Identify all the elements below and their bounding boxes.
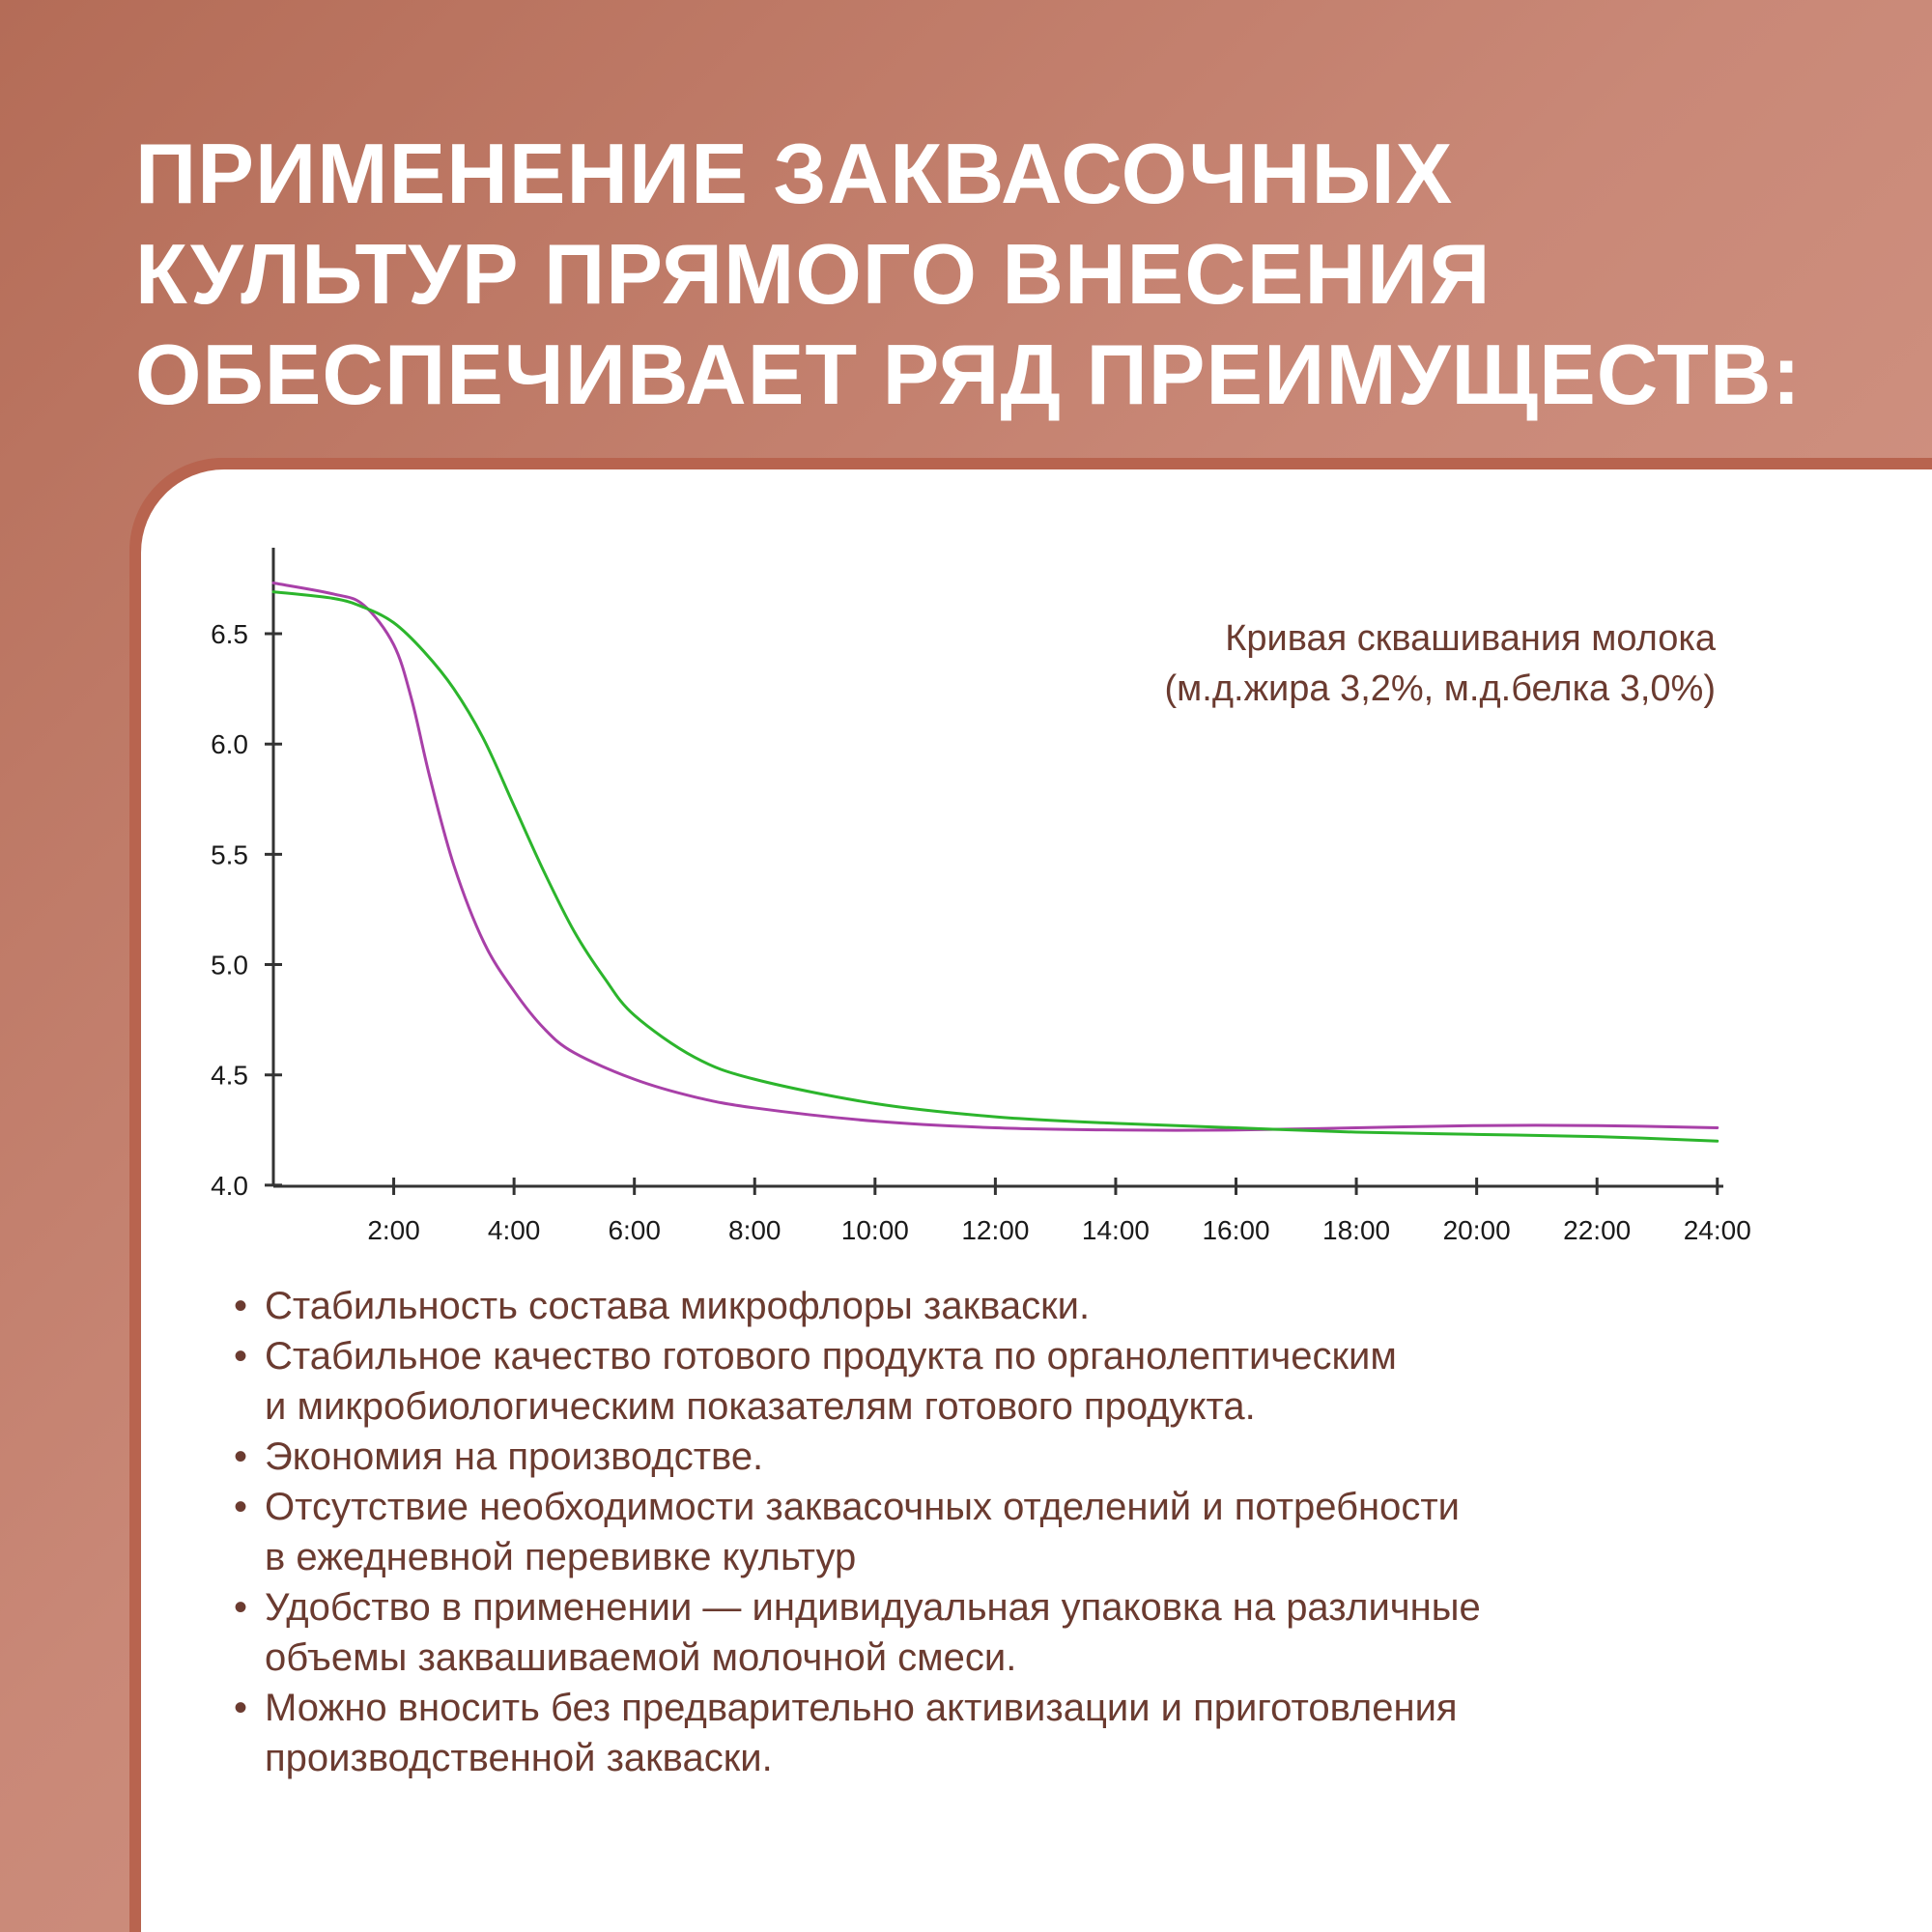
page-title-line-3: ОБЕСПЕЧИВАЕТ РЯД ПРЕИМУЩЕСТВ:	[135, 327, 1802, 422]
x-tick-label: 2:00	[367, 1215, 420, 1245]
x-tick-label: 14:00	[1081, 1215, 1150, 1245]
x-tick-label: 22:00	[1563, 1215, 1632, 1245]
benefit-text: Стабильность состава микрофлоры закваски.	[265, 1285, 1091, 1327]
page-title-line-2: КУЛЬТУР ПРЯМОГО ВНЕСЕНИЯ	[135, 226, 1492, 322]
y-tick-label: 6.0	[211, 729, 248, 760]
y-tick-label: 5.5	[211, 839, 248, 870]
page-title-line-1: ПРИМЕНЕНИЕ ЗАКВАСОЧНЫХ	[135, 126, 1454, 221]
benefit-text: Удобство в применении — индивидуальная упаковка на различные	[265, 1586, 1481, 1629]
benefit-item	[230, 1482, 1776, 1582]
y-tick-label: 4.0	[211, 1170, 248, 1201]
benefit-text: в ежедневной перевивке культур	[265, 1536, 857, 1578]
x-tick-label: 10:00	[840, 1215, 909, 1245]
benefit-text: Отсутствие необходимости заквасочных отделений и потребности	[265, 1486, 1461, 1528]
benefit-text: объемы заквашиваемой молочной смеси.	[265, 1636, 1017, 1679]
x-tick-label: 16:00	[1202, 1215, 1270, 1245]
benefit-item	[230, 1582, 1776, 1683]
benefit-text: Стабильное качество готового продукта по органолептическим	[265, 1335, 1397, 1378]
benefit-item	[230, 1281, 1776, 1331]
benefit-item	[230, 1683, 1776, 1783]
x-tick-label: 4:00	[487, 1215, 541, 1245]
benefit-text: Можно вносить без предварительно активизации и приготовления	[265, 1687, 1458, 1729]
benefit-item	[230, 1331, 1776, 1432]
x-tick-label: 18:00	[1322, 1215, 1391, 1245]
benefit-text: производственной закваски.	[265, 1737, 773, 1779]
bullet-icon: •	[234, 1435, 248, 1478]
chart-title-line-2: (м.д.жира 3,2%, м.д.белка 3,0%)	[1164, 668, 1716, 709]
chart-ticks	[211, 619, 1751, 1245]
y-tick-label: 4.5	[211, 1060, 248, 1091]
series-line-purple	[273, 583, 1718, 1131]
bullet-icon: •	[234, 1687, 248, 1729]
y-tick-label: 5.0	[211, 950, 248, 980]
x-tick-label: 12:00	[961, 1215, 1030, 1245]
chart-title-line-1: Кривая сквашивания молока	[1225, 618, 1716, 659]
x-tick-label: 20:00	[1442, 1215, 1511, 1245]
benefit-text: и микробиологическим показателям готового продукта.	[265, 1385, 1256, 1428]
benefits-list	[230, 1281, 1776, 1783]
bullet-icon: •	[234, 1285, 248, 1327]
x-tick-label: 6:00	[608, 1215, 661, 1245]
benefit-item	[230, 1432, 1776, 1482]
bullet-icon: •	[234, 1486, 248, 1528]
chart-series	[273, 583, 1718, 1142]
benefit-text: Экономия на производстве.	[265, 1435, 764, 1478]
y-tick-label: 6.5	[211, 619, 248, 650]
bullet-icon: •	[234, 1586, 248, 1629]
x-tick-label: 24:00	[1683, 1215, 1751, 1245]
bullet-icon: •	[234, 1335, 248, 1378]
x-tick-label: 8:00	[728, 1215, 781, 1245]
